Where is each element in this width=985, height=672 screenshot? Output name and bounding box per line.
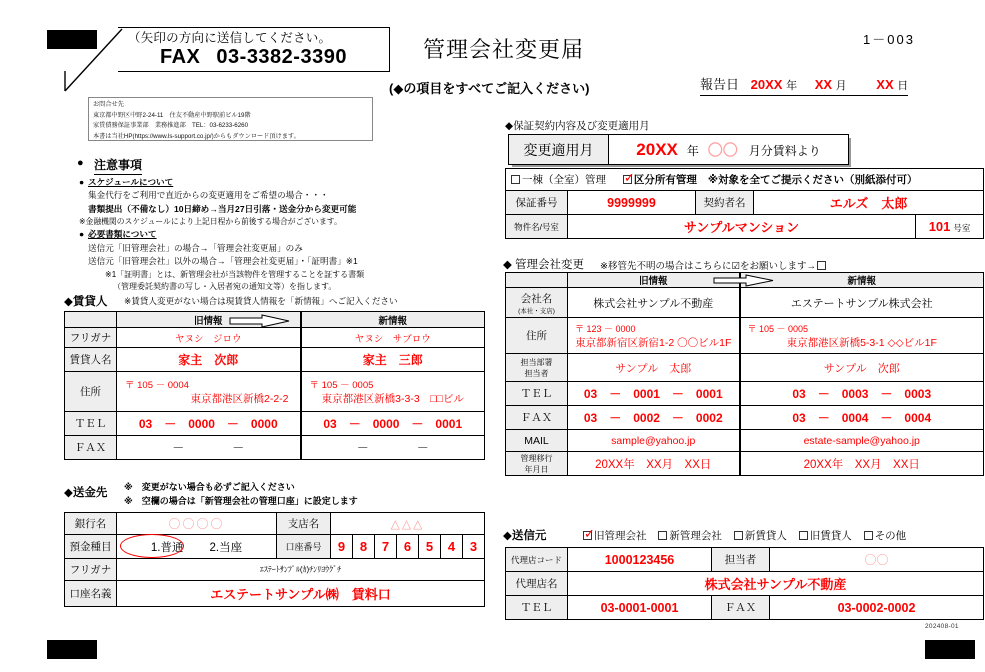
branch-name-label: 支店名 [277, 513, 331, 535]
account-digit-3[interactable]: 6 [397, 535, 419, 559]
mgmt-address-old-text: 東京都新宿区新宿1-2 〇〇ビル1F [575, 336, 732, 349]
deposit-option-futsu[interactable]: 1.普通 [150, 541, 184, 554]
mgmt-transfer-label: 管理移行 [520, 453, 553, 463]
lessor-name-new[interactable]: 家主 三郎 [301, 348, 485, 372]
report-date-month-unit: 月 [835, 80, 847, 92]
apply-month-label: 変更適用月 [509, 135, 609, 165]
mgmt-row-label-mail: MAIL [506, 430, 568, 452]
fax-label: FAX [160, 46, 201, 68]
mgmt-row-label-staff [506, 354, 568, 382]
account-digit-4[interactable]: 5 [419, 535, 441, 559]
contact-line-3: 本書は当社HP(https://www.ls-support.co.jp/)からもダウンロード頂けます。 [93, 132, 300, 140]
table-row [506, 215, 984, 239]
notes-list [79, 176, 399, 294]
lessor-col-new: 新情報 [301, 312, 485, 328]
footer-code: 202408-01 [925, 623, 959, 630]
mgmt-address-new-text: 東京都港区新橋5-3-1 ◇◇ビル1F [786, 336, 937, 349]
mgmt-company-sublabel: (本社・支店) [518, 307, 555, 315]
fax-number: 03-3382-3390 [216, 46, 347, 68]
table-row [506, 596, 984, 620]
registration-mark-bottom-right [925, 640, 975, 659]
mgmt-address-new[interactable] [740, 318, 984, 354]
report-date-day: XX [876, 77, 894, 92]
mgmt-corner-cell [506, 273, 568, 288]
mgmt-fax-new[interactable]: 03 － 0004 － 0004 [740, 406, 984, 430]
note-item-5 [79, 242, 399, 255]
bank-name-label: 銀行名 [65, 513, 117, 535]
sender-table [505, 547, 984, 620]
sender-checkbox-new-lessor[interactable] [734, 531, 743, 540]
account-digit-1[interactable]: 8 [353, 535, 375, 559]
mgmt-row-label-fax: ＦＡＸ [506, 406, 568, 430]
apply-year: 20XX [636, 140, 678, 159]
table-row [506, 191, 984, 215]
contractor-name-value[interactable]: エルズ 太郎 [754, 191, 984, 215]
guarantee-table [505, 168, 984, 239]
lessor-table [64, 311, 485, 460]
mgmt-staff-label: 担当者 [524, 368, 549, 378]
mgmt-fax-old[interactable]: 03 － 0002 － 0002 [568, 406, 740, 430]
table-row [506, 169, 984, 191]
lessor-row-label-name: 賃貸人名 [65, 348, 117, 372]
form-instruction: (◆の項目をすべてご記入ください) [389, 81, 590, 96]
notes-heading: 注意事項 [94, 156, 142, 175]
mgmt-zip-new: 〒 105 － 0005 [747, 323, 809, 334]
mgmt-transfer-new[interactable]: 20XX年 XX月 XX日 [740, 452, 984, 476]
agency-name-label: 代理店名 [506, 572, 568, 596]
note-item-8 [79, 281, 399, 293]
table-row [506, 572, 984, 596]
report-date-row [700, 74, 908, 96]
sender-tel-value[interactable]: 03-0001-0001 [568, 596, 712, 620]
sender-option-2[interactable]: 新賃貸人 [744, 530, 787, 542]
apply-year-unit: 年 [686, 144, 699, 158]
mgmt-row-label-company [506, 288, 568, 318]
agency-name-value[interactable]: 株式会社サンプル不動産 [568, 572, 984, 596]
sender-heading: ◆送信元 [503, 530, 547, 542]
guarantee-no-label: 保証番号 [506, 191, 568, 215]
note-item-1 [79, 189, 399, 202]
note-text-8: （管理委託契約書の写し・入居者宛の通知文等）を指します。 [113, 282, 337, 292]
account-digit-2[interactable]: 7 [375, 535, 397, 559]
mgmt-change-arrow-icon [712, 274, 776, 287]
lessor-note: ※賃貸人変更がない場合は現賃貸人情報を「新情報」へご記入ください [124, 296, 398, 306]
lessor-tel-old[interactable]: 03 － 0000 － 0000 [117, 412, 301, 436]
sender-fax-label: ＦＡＸ [712, 596, 770, 620]
account-digit-0[interactable]: 9 [331, 535, 353, 559]
account-digit-5[interactable]: 4 [441, 535, 463, 559]
note-title-4: 必要書類について [88, 229, 157, 240]
lessor-address-old-text: 東京都港区新橋2-2-2 [190, 393, 289, 405]
note-bullet-icon-2: ● [79, 229, 85, 240]
mgmt-mail-old[interactable]: sample@yahoo.jp [568, 430, 740, 452]
note-text-2: 書類提出（不備なし）10日締め→当月27日引落・送金分から変更可能 [88, 203, 357, 214]
mgmt-company-old[interactable]: 株式会社サンプル不動産 [568, 288, 740, 318]
sender-options [583, 528, 906, 543]
mgmt-company-label: 会社名 [520, 292, 553, 305]
lessor-name-old[interactable]: 家主 次郎 [117, 348, 301, 372]
deposit-type-selected-circle [120, 534, 184, 558]
table-row [65, 348, 485, 372]
contact-line-0: お問合せ先 [93, 101, 124, 108]
note-text-5: 送信元「旧管理会社」の場合→「管理会社変更届」のみ [88, 242, 303, 253]
lessor-fax-new[interactable]: － － [301, 436, 485, 460]
page-title: 管理会社変更届 [423, 37, 585, 62]
mgmt-col-new: 新情報 [740, 273, 984, 288]
lessor-kana-new[interactable]: ヤヌシ サブロウ [301, 328, 485, 348]
deposit-type-label: 預金種目 [65, 535, 117, 559]
table-row [506, 452, 984, 476]
table-row [506, 288, 984, 318]
mgmt-row-label-address: 住所 [506, 318, 568, 354]
lessor-fax-old[interactable]: － － [117, 436, 301, 460]
table-row [506, 354, 984, 382]
table-row [65, 581, 485, 607]
account-kana-value[interactable]: ｴｽﾃｰﾄｻﾝﾌﾟﾙ(ｶ)ﾁﾝﾘﾖｳｸﾞﾁ [117, 559, 485, 581]
mgmt-col-old: 旧情報 [568, 273, 740, 288]
contact-line-1: 東京都中野区中野2-24-11 住友不動産中野駅前ビル19階 [93, 111, 251, 119]
agency-code-value[interactable]: 1000123456 [568, 548, 712, 572]
mgmt-unknown-checkbox[interactable] [817, 261, 826, 270]
room-no-cell[interactable] [916, 215, 984, 239]
guarantee-heading: ◆保証契約内容及び変更適用月 [505, 120, 650, 132]
account-no-label: 口座番号 [277, 535, 331, 559]
lessor-address-new-text: 東京都港区新橋3-3-3 □□ビル [321, 393, 464, 405]
mgmt-change-note [600, 258, 828, 272]
check-icon: ✓ [623, 170, 635, 185]
sender-checkbox-other[interactable] [864, 531, 873, 540]
remittance-note-1: ※ 変更がない場合も必ずご記入ください [124, 482, 295, 492]
mgmt-transfer-sublabel: 年月日 [524, 464, 549, 474]
property-label: 物件名/号室 [506, 215, 568, 239]
note-item-3 [79, 216, 399, 228]
mgmt-row-label-transfer [506, 452, 568, 476]
table-row [65, 328, 485, 348]
sender-option-4[interactable]: その他 [874, 530, 907, 542]
bank-name-value[interactable]: 〇〇〇〇 [117, 513, 277, 535]
account-kana-label: フリガナ [65, 559, 117, 581]
account-digit-6[interactable]: 3 [463, 535, 485, 559]
check-icon: ✓ [584, 526, 595, 541]
mgmt-change-note-text: ※移管先不明の場合はこちらに☑をお願いします→ [600, 261, 816, 272]
notes-heading-bullet: ● [77, 157, 84, 169]
remittance-table [64, 512, 485, 607]
mgmt-tel-old[interactable]: 03 － 0001 － 0001 [568, 382, 740, 406]
sender-option-3[interactable]: 旧賃貸人 [809, 530, 852, 542]
remittance-note-2: ※ 空欄の場合は「新管理会社の管理口座」に設定します [124, 496, 358, 506]
mgmt-type-checkbox-unit[interactable] [623, 170, 635, 185]
mgmt-change-table [505, 272, 984, 476]
contact-info-box [88, 97, 373, 141]
room-no-unit: 号室 [953, 223, 971, 233]
note-item-6 [79, 255, 399, 268]
mgmt-change-heading: ◆ 管理会社変更 [503, 259, 585, 271]
lessor-row-label-tel: ＴＥＬ [65, 412, 117, 436]
note-item-0 [79, 176, 399, 189]
lessor-col-old: 旧情報 [117, 312, 301, 328]
table-row [65, 559, 485, 581]
staff-value[interactable]: 〇〇 [770, 548, 984, 572]
contact-line-2: 家賃債務保証事業部 業務推進部 TEL：03-6233-6260 [93, 122, 249, 130]
mgmt-dept-label: 担当部署 [520, 357, 553, 367]
lessor-kana-old[interactable]: ヤヌシ ジロウ [117, 328, 301, 348]
table-row [506, 548, 984, 572]
mgmt-address-old[interactable] [568, 318, 740, 354]
report-date-label: 報告日 [700, 77, 740, 92]
lessor-zip-old: 〒 105 － 0004 [125, 380, 189, 391]
lessor-row-label-fax: ＦＡＸ [65, 436, 117, 460]
sender-tel-label: ＴＥＬ [506, 596, 568, 620]
contractor-label: 契約者名 [696, 191, 754, 215]
note-item-7 [79, 269, 399, 281]
table-row [65, 513, 485, 535]
note-title-0: スケジュールについて [88, 177, 174, 187]
lessor-address-old[interactable] [117, 372, 301, 412]
lessor-address-new[interactable] [301, 372, 485, 412]
note-text-7: ※1「証明書」とは、新管理会社が当該物件を管理することを証する書類 [105, 269, 365, 279]
table-row [506, 382, 984, 406]
sender-checkbox-old-mgmt[interactable] [583, 526, 595, 541]
account-holder-value[interactable]: エステートサンプル㈱ 賃料口 [117, 581, 485, 607]
apply-month-value[interactable] [609, 135, 849, 165]
mgmt-company-new[interactable]: エステートサンプル株式会社 [740, 288, 984, 318]
note-text-6: 送信元「旧管理会社」以外の場合→「管理会社変更届」・「証明書」※1 [88, 256, 358, 267]
mgmt-zip-old: 〒 123 － 0000 [575, 323, 636, 334]
note-text-1: 集金代行をご利用で直近からの変更適用をご希望の場合・・・ [88, 190, 329, 201]
apply-month-suffix: 月分賃料より [748, 144, 821, 158]
mgmt-type-checkbox-building[interactable] [511, 175, 520, 184]
lessor-zip-new: 〒 105 － 0005 [309, 380, 374, 391]
guarantee-no-value[interactable]: 9999999 [568, 191, 696, 215]
table-row [506, 318, 984, 354]
note-item-4 [79, 228, 399, 241]
report-date-year-unit: 年 [786, 80, 798, 92]
mgmt-type-row[interactable] [506, 169, 984, 191]
report-date-day-unit: 日 [897, 80, 909, 92]
report-date-month: XX [814, 77, 833, 92]
agency-code-label: 代理店コード [506, 548, 568, 572]
mgmt-staff-new[interactable]: サンプル 次郎 [740, 354, 984, 382]
sender-checkbox-old-lessor[interactable] [799, 531, 808, 540]
mgmt-mail-new[interactable]: estate-sample@yahoo.jp [740, 430, 984, 452]
property-name-value[interactable]: サンプルマンション [568, 215, 916, 239]
branch-name-value[interactable]: △△△ [331, 513, 485, 535]
lessor-corner-cell [65, 312, 117, 328]
deposit-option-toza[interactable]: 2.当座 [209, 541, 243, 554]
sender-fax-value[interactable]: 03-0002-0002 [770, 596, 984, 620]
sender-option-0[interactable]: 旧管理会社 [594, 530, 647, 542]
form-code: 1－003 [863, 32, 915, 47]
fax-direction-note: （矢印の方向に送信してください。 [128, 31, 332, 45]
registration-mark-bottom-left [47, 640, 97, 659]
table-row [509, 135, 849, 165]
mgmt-tel-new[interactable]: 03 － 0003 － 0003 [740, 382, 984, 406]
room-no-value: 101 [928, 219, 951, 234]
sender-option-1[interactable]: 新管理会社 [669, 530, 722, 542]
sender-checkbox-new-mgmt[interactable] [658, 531, 667, 540]
staff-label: 担当者 [712, 548, 770, 572]
table-row [65, 372, 485, 412]
fax-number-line [160, 46, 347, 69]
mgmt-staff-old[interactable]: サンプル 太郎 [568, 354, 740, 382]
table-row [506, 406, 984, 430]
table-row [506, 430, 984, 452]
remittance-heading: ◆送金先 [64, 487, 108, 499]
lessor-tel-new[interactable]: 03 － 0000 － 0001 [301, 412, 485, 436]
account-holder-label: 口座名義 [65, 581, 117, 607]
lessor-row-label-kana: フリガナ [65, 328, 117, 348]
report-date-year: 20XX [750, 77, 783, 92]
lessor-heading: ◆賃貸人 [64, 296, 108, 308]
note-item-2 [79, 203, 399, 216]
mgmt-transfer-old[interactable]: 20XX年 XX月 XX日 [568, 452, 740, 476]
apply-month: 〇〇 [707, 142, 738, 159]
lessor-change-arrow-icon [228, 314, 292, 328]
table-row [65, 436, 485, 460]
lessor-row-label-address: 住所 [65, 372, 117, 412]
apply-month-table [508, 134, 849, 165]
mgmt-type-label-building[interactable]: 一棟（全室）管理 [522, 174, 606, 186]
table-row [65, 412, 485, 436]
note-text-3: ※金融機関のスケジュールにより上記日程から前後する場合がございます。 [79, 217, 342, 227]
note-bullet-icon: ● [79, 177, 85, 187]
mgmt-row-label-tel: ＴＥＬ [506, 382, 568, 406]
mgmt-type-label-unit[interactable]: 区分所有管理 [633, 174, 697, 186]
mgmt-type-note: ※対象を全てご提示ください（別紙添付可） [707, 174, 918, 186]
